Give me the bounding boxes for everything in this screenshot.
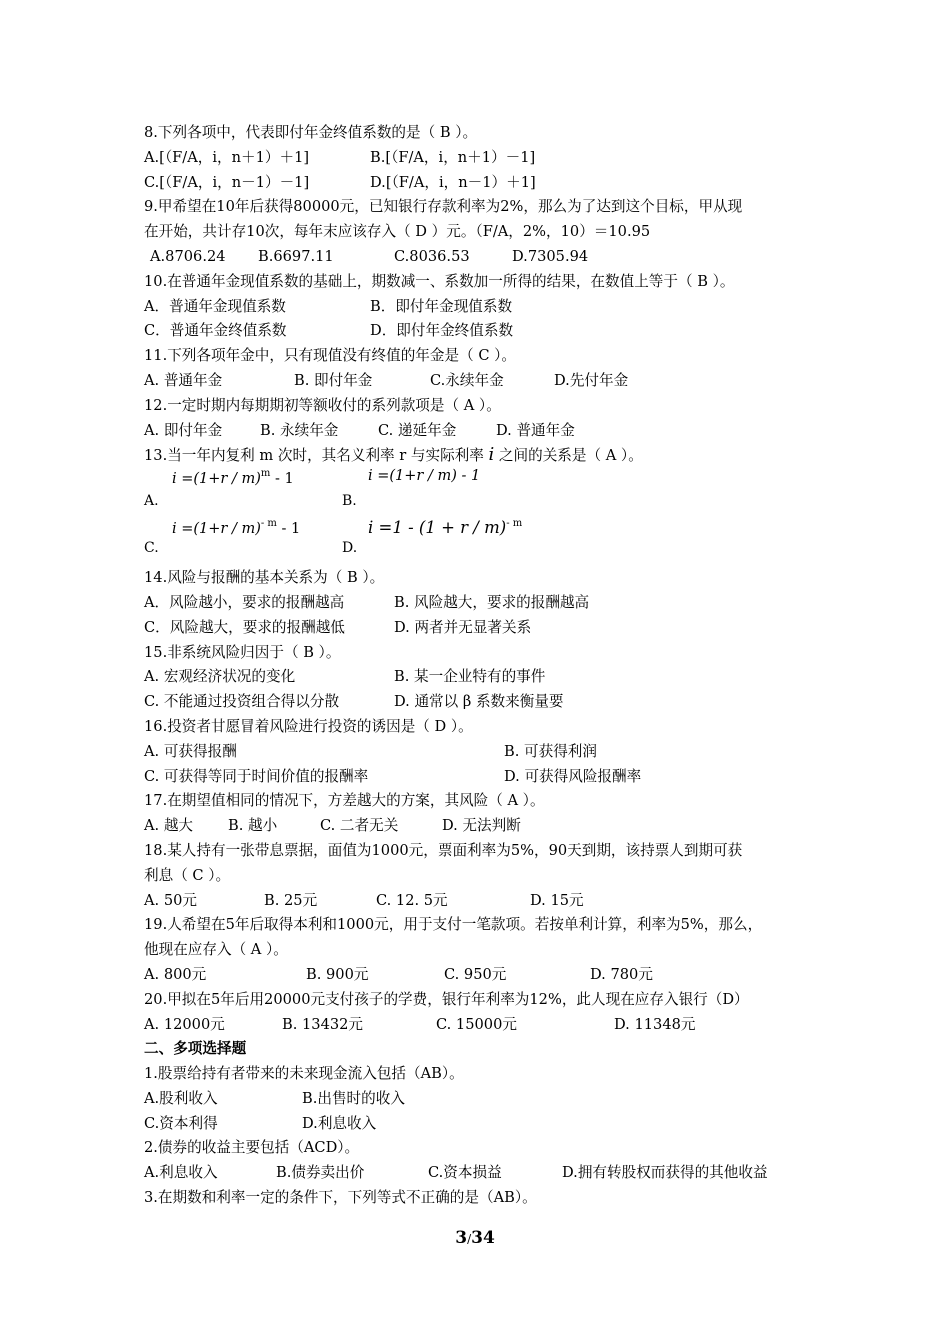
q17-option-c: C. 二者无关 (320, 817, 399, 835)
q19-option-d: D. 780元 (590, 965, 653, 983)
q12-stem: 12.一定时期内每期期初等额收付的系列款项是（ A ）。 (144, 396, 501, 414)
m1-options-cd (144, 1112, 824, 1137)
q19-option-c: C. 950元 (444, 965, 507, 983)
q15-option-d: D. 通常以 β 系数来衡量要 (394, 693, 564, 711)
m2-option-a: A.利息收入 (144, 1164, 218, 1182)
page-separator: / (467, 1232, 472, 1246)
q10-stem: 10.在普通年金现值系数的基础上，期数减一、系数加一所得的结果，在数值上等于（ B ）。 (144, 272, 735, 290)
q8-option-c: C.[（F/A，i，n－1）－1] (144, 173, 310, 191)
q15-option-c: C. 不能通过投资组合得以分散 (144, 693, 340, 711)
q18-options (144, 889, 824, 914)
q9-option-b: B.6697.11 (258, 247, 334, 265)
q9-options (144, 245, 824, 270)
m1-option-a: A.股利收入 (144, 1089, 218, 1107)
q10-option-d: D．即付年金终值系数 (370, 322, 514, 340)
q17-stem: 17.在期望值相同的情况下，方差越大的方案，其风险（ A ）。 (144, 792, 545, 810)
q14-option-d: D. 两者并无显著关系 (394, 618, 532, 636)
q14-option-c: C．风险越大，要求的报酬越低 (144, 618, 345, 636)
q11-option-b: B. 即付年金 (294, 371, 373, 389)
q13-stem-variable: i (488, 444, 495, 466)
q13-label-d: D. (342, 540, 358, 557)
q16-options-cd (144, 765, 824, 790)
q10-options-ab (144, 295, 824, 320)
q17-option-d: D. 无法判断 (442, 817, 521, 835)
page-total: 34 (471, 1228, 495, 1248)
q18-option-a: A. 50元 (144, 891, 197, 909)
q13-label-c: C. (144, 540, 159, 557)
q15-option-a: A. 宏观经济状况的变化 (144, 668, 296, 686)
q12-option-b: B. 永续年金 (260, 421, 339, 439)
q9-option-c: C.8036.53 (394, 247, 470, 265)
q13-options-ab (144, 468, 824, 518)
q20-option-b: B. 13432元 (282, 1015, 364, 1033)
q16-options-ab (144, 740, 824, 765)
q13-stem-after: 之间的关系是（ A ）。 (498, 447, 643, 465)
q18-option-d: D. 15元 (530, 891, 584, 909)
q11-option-d: D.先付年金 (554, 371, 629, 389)
q19-option-b: B. 900元 (306, 965, 369, 983)
page-number: 3 (455, 1228, 468, 1248)
q20-options (144, 1013, 824, 1038)
q8-options-ab (144, 146, 824, 171)
q14-options-cd (144, 616, 824, 641)
q14-option-b: B. 风险越大，要求的报酬越高 (394, 593, 590, 611)
q10-option-a: A．普通年金现值系数 (144, 297, 286, 315)
q11-option-c: C.永续年金 (430, 371, 504, 389)
q9-stem-line1: 9.甲希望在10年后获得80000元，已知银行存款利率为2%，那么为了达到这个目标，甲从现 (144, 198, 743, 216)
q11-option-a: A. 普通年金 (144, 371, 223, 389)
m1-option-b: B.出售时的收入 (302, 1089, 405, 1107)
q20-option-a: A. 12000元 (144, 1015, 225, 1033)
q20-stem: 20.甲拟在5年后用20000元支付孩子的学费，银行年利率为12%，此人现在应存入银行（D） (144, 990, 749, 1008)
m1-options-ab (144, 1087, 824, 1112)
q19-stem-line2: 他现在应存入（ A ）。 (144, 941, 288, 959)
q10-options-cd (144, 319, 824, 344)
q9-option-a: A.8706.24 (150, 247, 226, 265)
q15-stem: 15.非系统风险归因于（ B ）。 (144, 643, 341, 661)
q9-option-d: D.7305.94 (512, 247, 589, 265)
q13-stem-before: 13.当一年内复利 m 次时，其名义利率 r 与实际利率 (144, 447, 484, 465)
q8-option-d: D.[（F/A，i，n－1）＋1] (370, 173, 536, 191)
m1-option-d: D.利息收入 (302, 1114, 377, 1132)
q8-option-b: B.[（F/A，i，n＋1）－1] (370, 148, 536, 166)
q12-options (144, 419, 824, 444)
section-heading-multiple-choice: 二、多项选择题 (144, 1040, 247, 1058)
q16-option-b: B. 可获得利润 (504, 742, 597, 760)
q13-formula-b: i =(1+r / m) - 1 (368, 468, 481, 485)
q8-option-a: A.[（F/A，i，n＋1）＋1] (144, 148, 310, 166)
q13-label-a: A. (144, 493, 159, 510)
m2-stem: 2.债券的收益主要包括（ACD）。 (144, 1139, 360, 1157)
q13-formula-d: $i =1 - (1 + r / m)^{- m}$ (368, 518, 523, 538)
q16-stem: 16.投资者甘愿冒着风险进行投资的诱因是（ D ）。 (144, 717, 473, 735)
q10-option-b: B．即付年金现值系数 (370, 297, 513, 315)
q11-stem: 11.下列各项年金中，只有现值没有终值的年金是（ C ）。 (144, 347, 517, 365)
m1-stem: 1.股票给持有者带来的未来现金流入包括（AB）。 (144, 1065, 464, 1083)
m2-options (144, 1161, 824, 1186)
q12-option-c: C. 递延年金 (378, 421, 457, 439)
q19-stem-line1: 19.人希望在5年后取得本利和1000元，用于支付一笔款项。若按单利计算，利率为5%，那么， (144, 916, 763, 934)
document-body (144, 121, 824, 1211)
q15-options-cd (144, 690, 824, 715)
q10-option-c: C．普通年金终值系数 (144, 322, 287, 340)
q16-option-a: A. 可获得报酬 (144, 742, 237, 760)
m2-option-d: D.拥有转股权而获得的其他收益 (562, 1164, 768, 1182)
q18-option-c: C. 12. 5元 (376, 891, 448, 909)
q13-formula-a: $i =(1+r / m)^m - 1$ (172, 468, 294, 488)
q19-options (144, 963, 824, 988)
q8-stem: 8.下列各项中，代表即付年金终值系数的是（ B ）。 (144, 124, 478, 141)
q14-stem: 14.风险与报酬的基本关系为（ B ）。 (144, 569, 385, 587)
q17-option-a: A. 越大 (144, 817, 194, 835)
q14-options-ab (144, 591, 824, 616)
q17-option-b: B. 越小 (228, 817, 278, 835)
q15-option-b: B. 某一企业特有的事件 (394, 668, 546, 686)
page-footer (0, 1228, 950, 1248)
q13-options-cd (144, 518, 824, 566)
q19-option-a: A. 800元 (144, 965, 207, 983)
q11-options (144, 369, 824, 394)
q12-option-d: D. 普通年金 (496, 421, 575, 439)
q18-stem-line1: 18.某人持有一张带息票据，面值为1000元，票面利率为5%，90天到期，该持票人到期可获 (144, 841, 743, 859)
q14-option-a: A．风险越小，要求的报酬越高 (144, 593, 345, 611)
m3-stem: 3.在期数和利率一定的条件下，下列等式不正确的是（AB）。 (144, 1189, 537, 1207)
m2-option-c: C.资本损益 (428, 1164, 502, 1182)
m2-option-b: B.债券卖出价 (276, 1164, 365, 1182)
q13-formula-c: $i =(1+r / m)^{- m} - 1$ (172, 518, 301, 538)
m1-option-c: C.资本利得 (144, 1114, 218, 1132)
q12-option-a: A. 即付年金 (144, 421, 223, 439)
q9-stem-line2: 在开始，共计存10次，每年末应该存入（ D ）元。（F/A，2%，10）＝10.95 (144, 223, 651, 241)
q20-option-c: C. 15000元 (436, 1015, 517, 1033)
q16-option-d: D. 可获得风险报酬率 (504, 767, 642, 785)
q15-options-ab (144, 665, 824, 690)
q18-option-b: B. 25元 (264, 891, 318, 909)
q13-label-b: B. (342, 493, 357, 510)
q20-option-d: D. 11348元 (614, 1015, 696, 1033)
q13-stem (144, 443, 824, 468)
q16-option-c: C. 可获得等同于时间价值的报酬率 (144, 767, 369, 785)
q18-stem-line2: 利息（ C ）。 (144, 866, 231, 884)
q8-options-cd (144, 171, 824, 196)
q17-options (144, 814, 824, 839)
